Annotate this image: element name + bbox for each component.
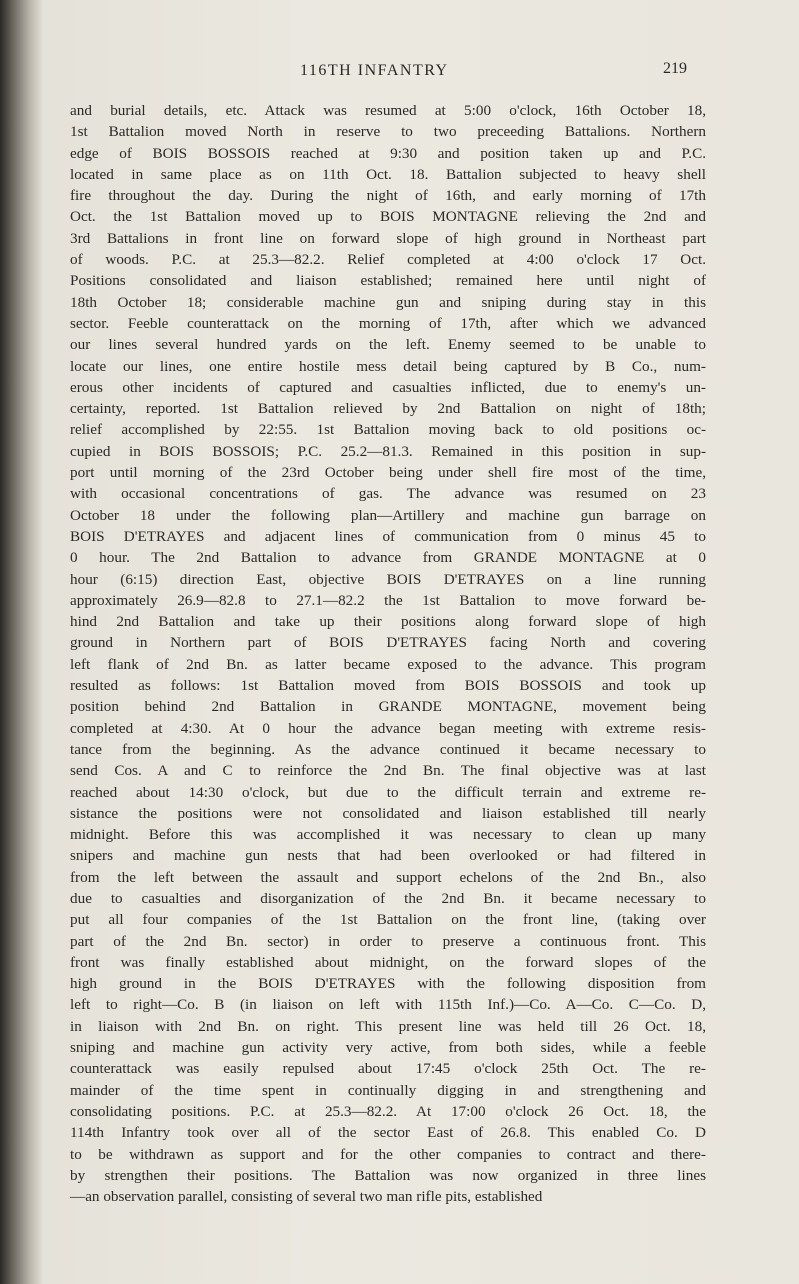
text-line: 3rd Battalions in front line on forward slope of high ground in Northeast part bbox=[70, 229, 706, 247]
text-line: with occasional concentrations of gas. The advance was resumed on 23 bbox=[70, 485, 706, 503]
text-line: approximately 26.9—82.8 to 27.1—82.2 the 1st Battalion to move forward be- bbox=[70, 591, 706, 609]
text-line: ground in Northern part of BOIS D'ETRAYES facing North and covering bbox=[70, 634, 706, 652]
text-line: snipers and machine gun nests that had been overlooked or had filtered in bbox=[70, 847, 706, 865]
text-line: sector. Feeble counterattack on the morning of 17th, after which we advanced bbox=[70, 314, 706, 332]
page-header bbox=[0, 60, 799, 84]
text-line: send Cos. A and C to reinforce the 2nd Bn. The final objective was at last bbox=[70, 762, 706, 780]
text-line: and burial details, etc. Attack was resumed at 5:00 o'clock, 16th October 18, bbox=[70, 102, 706, 119]
page-gutter-shadow bbox=[0, 0, 42, 1284]
text-line: due to casualties and disorganization of the 2nd Bn. it became necessary to bbox=[70, 889, 706, 907]
text-line: relief accomplished by 22:55. 1st Battalion moving back to old positions oc- bbox=[70, 421, 706, 439]
text-line: tance from the beginning. As the advance continued it became necessary to bbox=[70, 740, 706, 758]
text-line: left to right—Co. B (in liaison on left with 115th Inf.)—Co. A—Co. C—Co. D, bbox=[70, 996, 706, 1014]
text-line: resulted as follows: 1st Battalion moved from BOIS BOSSOIS and took up bbox=[70, 677, 706, 695]
page-number: 219 bbox=[663, 60, 687, 77]
text-line: high ground in the BOIS D'ETRAYES with the following disposition from bbox=[70, 975, 706, 993]
text-line: locate our lines, one entire hostile mess detail being captured by B Co., num- bbox=[70, 357, 706, 375]
text-line: by strengthen their positions. The Battalion was now organized in three lines bbox=[70, 1166, 706, 1184]
text-line: 114th Infantry took over all of the sector East of 26.8. This enabled Co. D bbox=[70, 1124, 706, 1142]
text-line: counterattack was easily repulsed about 17:45 o'clock 25th Oct. The re- bbox=[70, 1060, 706, 1078]
text-line: mainder of the time spent in continually digging in and strengthening and bbox=[70, 1081, 706, 1099]
text-line: left flank of 2nd Bn. as latter became exposed to the advance. This program bbox=[70, 655, 706, 673]
text-line: of woods. P.C. at 25.3—82.2. Relief completed at 4:00 o'clock 17 Oct. bbox=[70, 251, 706, 269]
text-line: 1st Battalion moved North in reserve to two preceeding Battalions. Northern bbox=[70, 123, 706, 141]
text-line: October 18 under the following plan—Artillery and machine gun barrage on bbox=[70, 506, 706, 524]
text-line: cupied in BOIS BOSSOIS; P.C. 25.2—81.3. Remained in this position in sup- bbox=[70, 442, 706, 460]
text-line: reached about 14:30 o'clock, but due to the difficult terrain and extreme re- bbox=[70, 783, 706, 801]
text-line: sniping and machine gun activity very active, from both sides, while a feeble bbox=[70, 1039, 706, 1057]
text-line: located in same place as on 11th Oct. 18. Battalion subjected to heavy shell bbox=[70, 165, 706, 183]
text-line: hour (6:15) direction East, objective BOIS D'ETRAYES on a line running bbox=[70, 570, 706, 588]
text-line: —an observation parallel, consisting of several two man rifle pits, established bbox=[70, 1188, 543, 1206]
text-line: part of the 2nd Bn. sector) in order to preserve a continuous front. This bbox=[70, 932, 706, 950]
text-line: in liaison with 2nd Bn. on right. This present line was held till 26 Oct. 18, bbox=[70, 1017, 706, 1035]
text-line: Oct. the 1st Battalion moved up to BOIS MONTAGNE relieving the 2nd and bbox=[70, 208, 706, 226]
text-line: completed at 4:30. At 0 hour the advance began meeting with extreme resis- bbox=[70, 719, 706, 737]
text-line: fire throughout the day. During the night of 16th, and early morning of 17th bbox=[70, 187, 706, 205]
text-line: 18th October 18; considerable machine gun and sniping during stay in this bbox=[70, 293, 706, 311]
running-head: 116TH INFANTRY bbox=[300, 62, 449, 79]
text-line: certainty, reported. 1st Battalion relieved by 2nd Battalion on night of 18th; bbox=[70, 400, 706, 418]
text-line: 0 hour. The 2nd Battalion to advance from GRANDE MONTAGNE at 0 bbox=[70, 549, 706, 567]
text-line: hind 2nd Battalion and take up their positions along forward slope of high bbox=[70, 613, 706, 631]
text-line: sistance the positions were not consolidated and liaison established till nearly bbox=[70, 804, 706, 822]
text-line: edge of BOIS BOSSOIS reached at 9:30 and position taken up and P.C. bbox=[70, 144, 706, 162]
text-line: front was finally established about midnight, on the forward slopes of the bbox=[70, 953, 706, 971]
text-line: erous other incidents of captured and casualties inflicted, due to enemy's un- bbox=[70, 378, 706, 396]
text-line: to be withdrawn as support and for the other companies to contract and there- bbox=[70, 1145, 706, 1163]
text-line: our lines several hundred yards on the left. Enemy seemed to be unable to bbox=[70, 336, 706, 354]
text-line: position behind 2nd Battalion in GRANDE MONTAGNE, movement being bbox=[70, 698, 706, 716]
text-line: BOIS D'ETRAYES and adjacent lines of communication from 0 minus 45 to bbox=[70, 527, 706, 545]
body-text bbox=[70, 100, 706, 1207]
text-line: from the left between the assault and support echelons of the 2nd Bn., also bbox=[70, 868, 706, 886]
text-line: midnight. Before this was accomplished it was necessary to clean up many bbox=[70, 826, 706, 844]
text-line: Positions consolidated and liaison established; remained here until night of bbox=[70, 272, 706, 290]
text-line: port until morning of the 23rd October being under shell fire most of the time, bbox=[70, 464, 706, 482]
text-line: put all four companies of the 1st Battalion on the front line, (taking over bbox=[70, 911, 706, 929]
text-line: consolidating positions. P.C. at 25.3—82.2. At 17:00 o'clock 26 Oct. 18, the bbox=[70, 1102, 706, 1120]
